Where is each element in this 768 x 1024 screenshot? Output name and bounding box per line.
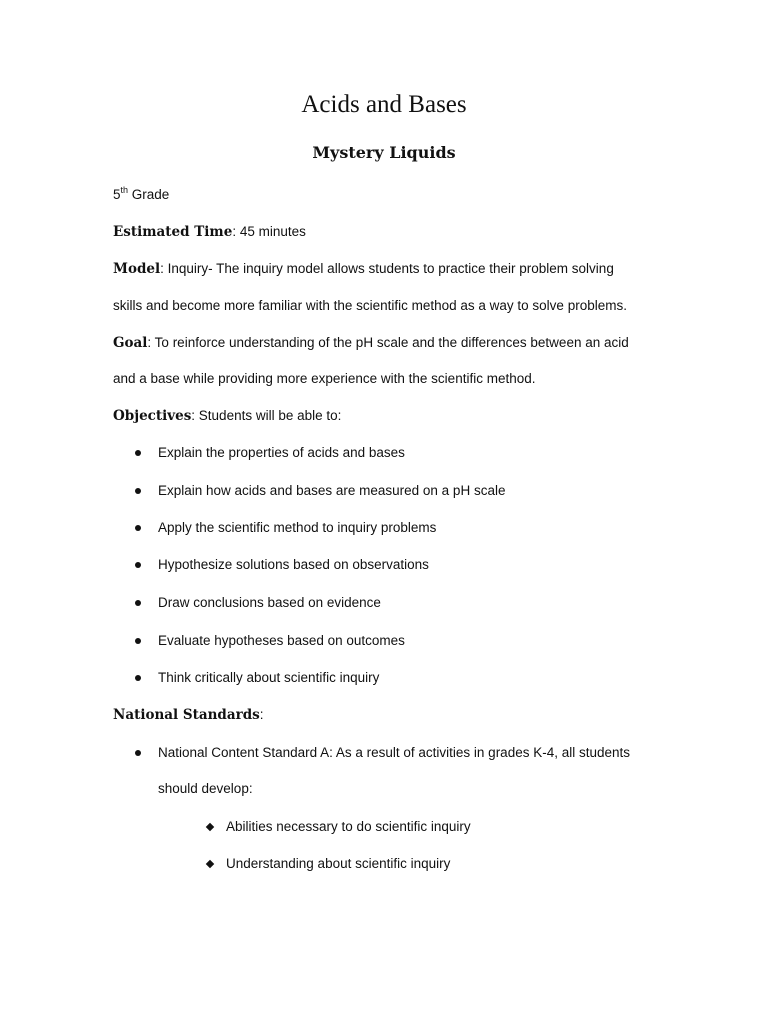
national-standards-label: National Standards: [113, 707, 260, 723]
bullet-icon: [135, 675, 141, 681]
objective-item: Explain how acids and bases are measured on a pH scale: [158, 481, 505, 501]
objective-item: Evaluate hypotheses based on outcomes: [158, 631, 405, 651]
model-label: Model: [113, 261, 161, 277]
estimated-time-line: [113, 222, 306, 242]
national-standards-colon: :: [259, 707, 264, 722]
standard-a-continuation: should develop:: [158, 781, 253, 796]
objective-item: Apply the scientific method to inquiry problems: [158, 518, 436, 538]
objectives-intro: : Students will be able to:: [191, 408, 342, 423]
objectives-line: [113, 406, 341, 426]
diamond-bullet-icon: [206, 860, 214, 868]
standard-sub-item: Understanding about scientific inquiry: [226, 854, 450, 874]
diamond-bullet-icon: [206, 823, 214, 831]
document-title: Acids and Bases: [301, 91, 467, 118]
estimated-time-label: Estimated Time: [113, 224, 233, 240]
bullet-icon: [135, 525, 141, 531]
goal-text-1: : To reinforce understanding of the pH scale and the differences between an acid: [147, 335, 629, 350]
grade-number: 5: [113, 187, 121, 202]
goal-label: Goal: [113, 335, 148, 351]
model-text-1: : Inquiry- The inquiry model allows students to practice their problem solving: [160, 261, 614, 276]
grade-suffix: th: [120, 185, 129, 195]
goal-line-1: [113, 333, 629, 353]
goal-line-2: and a base while providing more experience with the scientific method.: [113, 371, 536, 386]
bullet-icon: [135, 562, 141, 568]
grade-label: Grade: [128, 187, 170, 202]
objective-item: Draw conclusions based on evidence: [158, 593, 381, 613]
bullet-icon: [135, 488, 141, 494]
bullet-icon: [135, 450, 141, 456]
objective-item: Think critically about scientific inquiry: [158, 668, 379, 688]
grade-line: [113, 185, 169, 205]
estimated-time-value: : 45 minutes: [232, 224, 306, 239]
bullet-icon: [135, 750, 141, 756]
bullet-icon: [135, 638, 141, 644]
bullet-icon: [135, 600, 141, 606]
model-line-1: [113, 259, 614, 279]
standard-sub-item: Abilities necessary to do scientific inquiry: [226, 817, 471, 837]
standard-a-item: National Content Standard A: As a result of activities in grades K-4, all students: [158, 743, 630, 763]
model-line-2: skills and become more familiar with the scientific method as a way to solve problems.: [113, 298, 627, 313]
objective-item: Hypothesize solutions based on observations: [158, 555, 429, 575]
objectives-label: Objectives: [113, 408, 192, 424]
objective-item: Explain the properties of acids and bases: [158, 443, 405, 463]
document-subtitle: Mystery Liquids: [312, 143, 456, 162]
national-standards-line: [113, 705, 264, 725]
